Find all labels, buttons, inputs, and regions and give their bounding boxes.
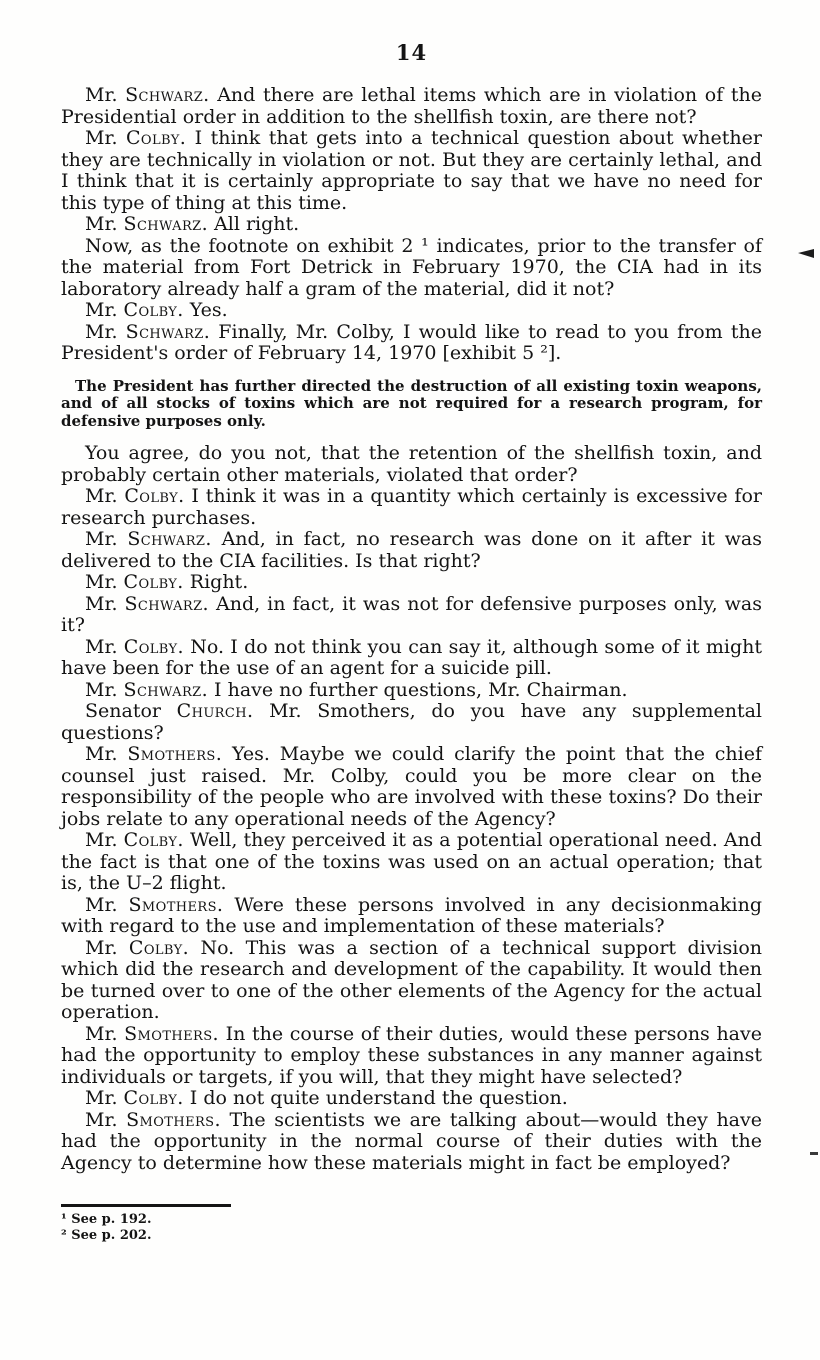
page-content: [61, 40, 762, 1174]
speaker-name: Schwarz.: [123, 678, 209, 701]
speaker-name: Smothers.: [128, 893, 224, 916]
speaker-name: Schwarz.: [123, 213, 209, 235]
speaker-prefix: Mr.: [85, 1108, 118, 1131]
speaker-name: Colby.: [123, 299, 184, 321]
transcript-paragraph: [61, 322, 762, 365]
paragraph-text: You agree, do you not, that the retention of the shellfish toxin, and probably certain other materials, violated that order?: [61, 442, 762, 486]
speaker-prefix: Mr.: [85, 571, 118, 593]
transcript-paragraph: [61, 486, 762, 529]
paragraph-text: Mr. Smothers, do you have any supplemental questions?: [61, 700, 763, 744]
speaker-prefix: Mr.: [85, 299, 118, 321]
speaker-prefix: Senator: [85, 700, 161, 722]
transcript-paragraph: [61, 300, 762, 322]
paragraph-text: I think it was in a quantity which certainly is excessive for research purchases.: [61, 485, 762, 529]
transcript-paragraph: [61, 701, 762, 744]
paragraph-text: Well, they perceived it as a potential operational need. And the fact is that one of the toxins was used on an actual operation; that is, the U–2 flight.: [61, 829, 762, 894]
paragraph-text: And, in fact, it was not for defensive purposes only, was it?: [61, 592, 762, 636]
transcript-paragraph: [61, 744, 762, 830]
speaker-prefix: Mr.: [85, 592, 118, 615]
paragraph-text: In the course of their duties, would these persons have had the opportunity to employ these substances in any manner against individuals or targets, if you will, that they might have selected?: [61, 1022, 762, 1088]
speaker-name: Schwarz.: [124, 592, 209, 615]
scan-artifact: [810, 1152, 818, 1155]
speaker-name: Church.: [176, 700, 254, 722]
paragraph-text: I think that gets into a technical question about whether they are technically in violation or not. But they are certainly lethal, and I think that it is certainly appropriate to say that we have no need for this type of thing at this time.: [61, 127, 762, 214]
speaker-prefix: Mr.: [85, 320, 118, 343]
transcript-paragraph: [61, 1088, 762, 1110]
quoted-order-excerpt: The President has further directed the destruction of all existing toxin weapons, and of all stocks of toxins which are not required for a research program, for defensive purposes only.: [61, 376, 762, 430]
speaker-name: Colby.: [123, 571, 184, 593]
page-number: 14: [395, 40, 428, 65]
transcript-paragraph: [61, 680, 762, 702]
transcript-paragraph: [61, 594, 762, 637]
transcript-paragraph: [61, 443, 762, 486]
transcript-paragraph: [61, 572, 762, 594]
paragraph-text: And there are lethal items which are in violation of the Presidential order in addition to the shellfish toxin, are there not?: [61, 84, 762, 128]
footnote-rule: [61, 1204, 231, 1207]
transcript-paragraph: [61, 1024, 762, 1089]
paragraph-text: All right.: [208, 213, 300, 235]
paragraph-text: No. I do not think you can say it, although some of it might have been for the use of an agent for a suicide pill.: [61, 635, 762, 679]
speaker-prefix: Mr.: [85, 635, 118, 658]
speaker-prefix: Mr.: [85, 829, 118, 851]
speaker-name: Colby.: [123, 829, 184, 851]
paragraph-text: Were these persons involved in any decisionmaking with regard to the use and implementation of these materials?: [61, 893, 762, 937]
transcript-paragraph: [61, 529, 762, 572]
footnote: ¹ See p. 192.: [61, 1212, 152, 1227]
speaker-prefix: Mr.: [85, 485, 118, 507]
speaker-name: Schwarz.: [125, 84, 210, 106]
speaker-name: Schwarz.: [127, 528, 212, 550]
paragraph-text: Right.: [183, 571, 249, 593]
transcript-paragraph: [61, 236, 762, 301]
paragraph-text: I have no further questions, Mr. Chairman.: [208, 678, 628, 701]
speaker-prefix: Mr.: [85, 936, 118, 959]
footnote: ² See p. 202.: [61, 1227, 152, 1243]
paragraph-text: Yes.: [183, 299, 228, 321]
paragraph-text: And, in fact, no research was done on it after it was delivered to the CIA facilities. Is that right?: [61, 528, 762, 572]
speaker-name: Smothers.: [127, 743, 223, 765]
paragraph-text: Finally, Mr. Colby, I would like to read to you from the President's order of February 14, 1970 [exhibit 5 ²].: [61, 320, 762, 364]
paragraph-text: I do not quite understand the question.: [183, 1087, 568, 1109]
paragraph-text: Now, as the footnote on exhibit 2 ¹ indicates, prior to the transfer of the material from Fort Detrick in February 1970, the CIA had in its laboratory already half a gram of the material, did it not?: [61, 234, 762, 300]
speaker-prefix: Mr.: [85, 213, 118, 235]
speaker-prefix: Mr.: [85, 743, 118, 765]
speaker-name: Colby.: [123, 1087, 184, 1109]
speaker-prefix: Mr.: [85, 1087, 118, 1109]
speaker-prefix: Mr.: [85, 528, 118, 550]
transcript-paragraph: [61, 830, 762, 895]
paragraph-text: The scientists we are talking about—would they have had the opportunity in the normal course of their duties with the Agency to determine how these materials might in fact be employed?: [61, 1108, 762, 1174]
speaker-name: Colby.: [128, 936, 190, 959]
speaker-prefix: Mr.: [85, 893, 118, 916]
transcript-paragraph: [61, 128, 762, 214]
transcript-paragraph: [61, 938, 762, 1024]
transcript-paragraph: [61, 895, 762, 938]
speaker-name: Schwarz.: [125, 320, 211, 343]
transcript-paragraph: [61, 637, 762, 680]
footnote-block: [61, 1204, 401, 1243]
scan-artifact: [798, 249, 814, 258]
paragraph-text: Yes. Maybe we could clarify the point that the chief counsel just raised. Mr. Colby, could you be more clear on the responsibility of the people who are involved with these toxins? Do their jobs relate to any operational needs of the Agency?: [61, 743, 762, 830]
transcript-paragraph: [61, 85, 762, 128]
speaker-prefix: Mr.: [85, 127, 118, 149]
speaker-name: Colby.: [125, 127, 187, 149]
transcript-paragraph: [61, 214, 762, 236]
speaker-name: Smothers.: [126, 1108, 221, 1131]
speaker-name: Smothers.: [124, 1022, 219, 1045]
speaker-name: Colby.: [123, 635, 184, 658]
speaker-prefix: Mr.: [85, 84, 118, 106]
transcript-paragraph: [61, 1110, 762, 1175]
speaker-name: Colby.: [124, 485, 185, 507]
paragraph-text: No. This was a section of a technical support division which did the research and development of the capability. It would then be turned over to one of the other elements of the Agency for the actual operation.: [61, 936, 763, 1023]
speaker-prefix: Mr.: [85, 1022, 118, 1045]
speaker-prefix: Mr.: [85, 678, 118, 701]
